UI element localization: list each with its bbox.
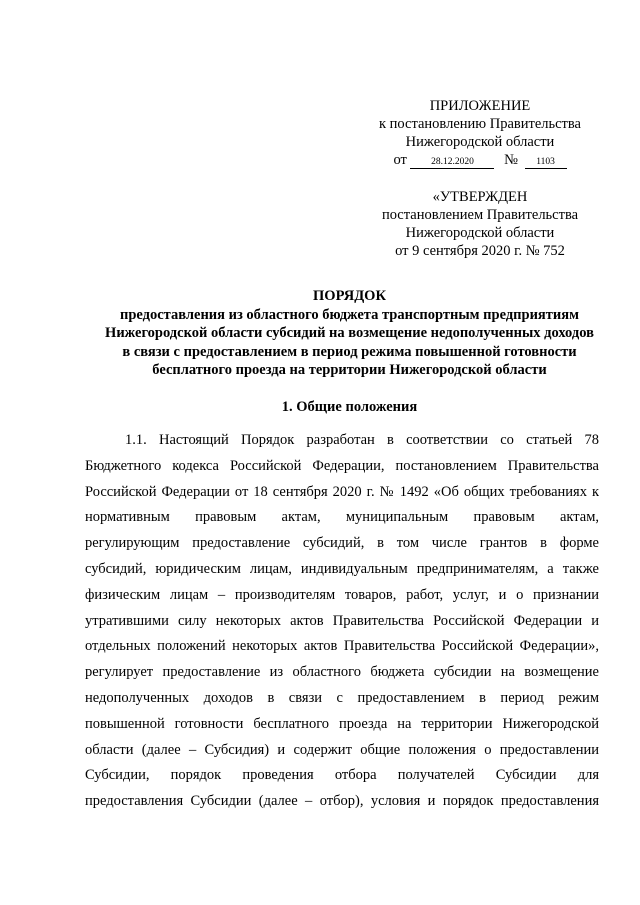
paragraph-line: предоставления Субсидии (далее – отбор), условия и порядок предоставления: [85, 793, 599, 810]
paragraph-line: утратившими силу некоторых актов Правительства Российской Федерации и: [85, 612, 599, 629]
title-line-1: предоставления из областного бюджета транспортным предприятиям: [120, 306, 579, 323]
paragraph-line: области (далее – Субсидия) и содержит общие положения о предоставлении: [85, 741, 599, 758]
paragraph-line: регулирует предоставление из областного бюджета субсидии на возмещение: [85, 664, 599, 681]
number-sign: №: [504, 152, 518, 168]
approved-line-2: постановлением Правительства: [381, 207, 579, 223]
paragraph-line: Бюджетного кодекса Российской Федерации, постановлением Правительства: [85, 457, 599, 474]
approved-line-3: Нижегородской области: [405, 225, 555, 241]
title-line-2: Нижегородской области субсидий на возмещение недополученных доходов: [105, 325, 594, 341]
paragraph-line: Субсидии, порядок проведения отбора получателей Субсидии для: [85, 767, 599, 784]
appendix-line-2: Нижегородской области: [405, 134, 555, 150]
decree-number: 1103: [525, 156, 567, 169]
title-line-4: бесплатного проезда на территории Нижегородской области: [152, 362, 547, 378]
paragraph-line: повышенной готовности бесплатного проезда на территории Нижегородской: [85, 715, 599, 732]
paragraph-line: Российской Федерации от 18 сентября 2020 г. № 1492 «Об общих требованиях к: [85, 483, 599, 500]
decree-date: 28.12.2020: [410, 156, 494, 169]
paragraph-line: физическим лицам – производителям товаров, работ, услуг, и о признании: [85, 586, 599, 603]
paragraph-line: недополученных доходов в связи с предоставлением в период режим: [85, 689, 599, 706]
approved-block: [360, 188, 600, 260]
paragraph-line: регулирующим предоставление субсидий, в том числе грантов в форме: [85, 535, 599, 552]
from-label: от: [393, 152, 407, 168]
title-line-3: в связи с предоставлением в период режима повышенной готовности: [122, 343, 577, 360]
paragraph-line: 1.1. Настоящий Порядок разработан в соответствии со статьей 78: [125, 432, 599, 448]
approved-line-4: от 9 сентября 2020 г. № 752: [395, 243, 565, 259]
appendix-heading: ПРИЛОЖЕНИЕ: [429, 98, 531, 114]
paragraph-line: отдельных положений некоторых актов Правительства Российской Федерации»,: [85, 638, 599, 655]
paragraph-line: нормативным правовым актам, муниципальным правовым актам,: [85, 509, 599, 526]
appendix-block: [360, 97, 600, 169]
appendix-line-1: к постановлению Правительства: [379, 116, 581, 132]
appendix-date-number-line: [360, 151, 600, 169]
document-title: [70, 287, 629, 380]
paragraph-line: субсидий, юридическим лицам, индивидуальным предпринимателям, а также: [85, 560, 599, 577]
paragraph-1-1: [85, 428, 599, 815]
section-heading: 1. Общие положения: [281, 399, 418, 415]
approved-line-1: «УТВЕРЖДЕН: [432, 189, 528, 205]
title-main: ПОРЯДОК: [313, 288, 386, 304]
